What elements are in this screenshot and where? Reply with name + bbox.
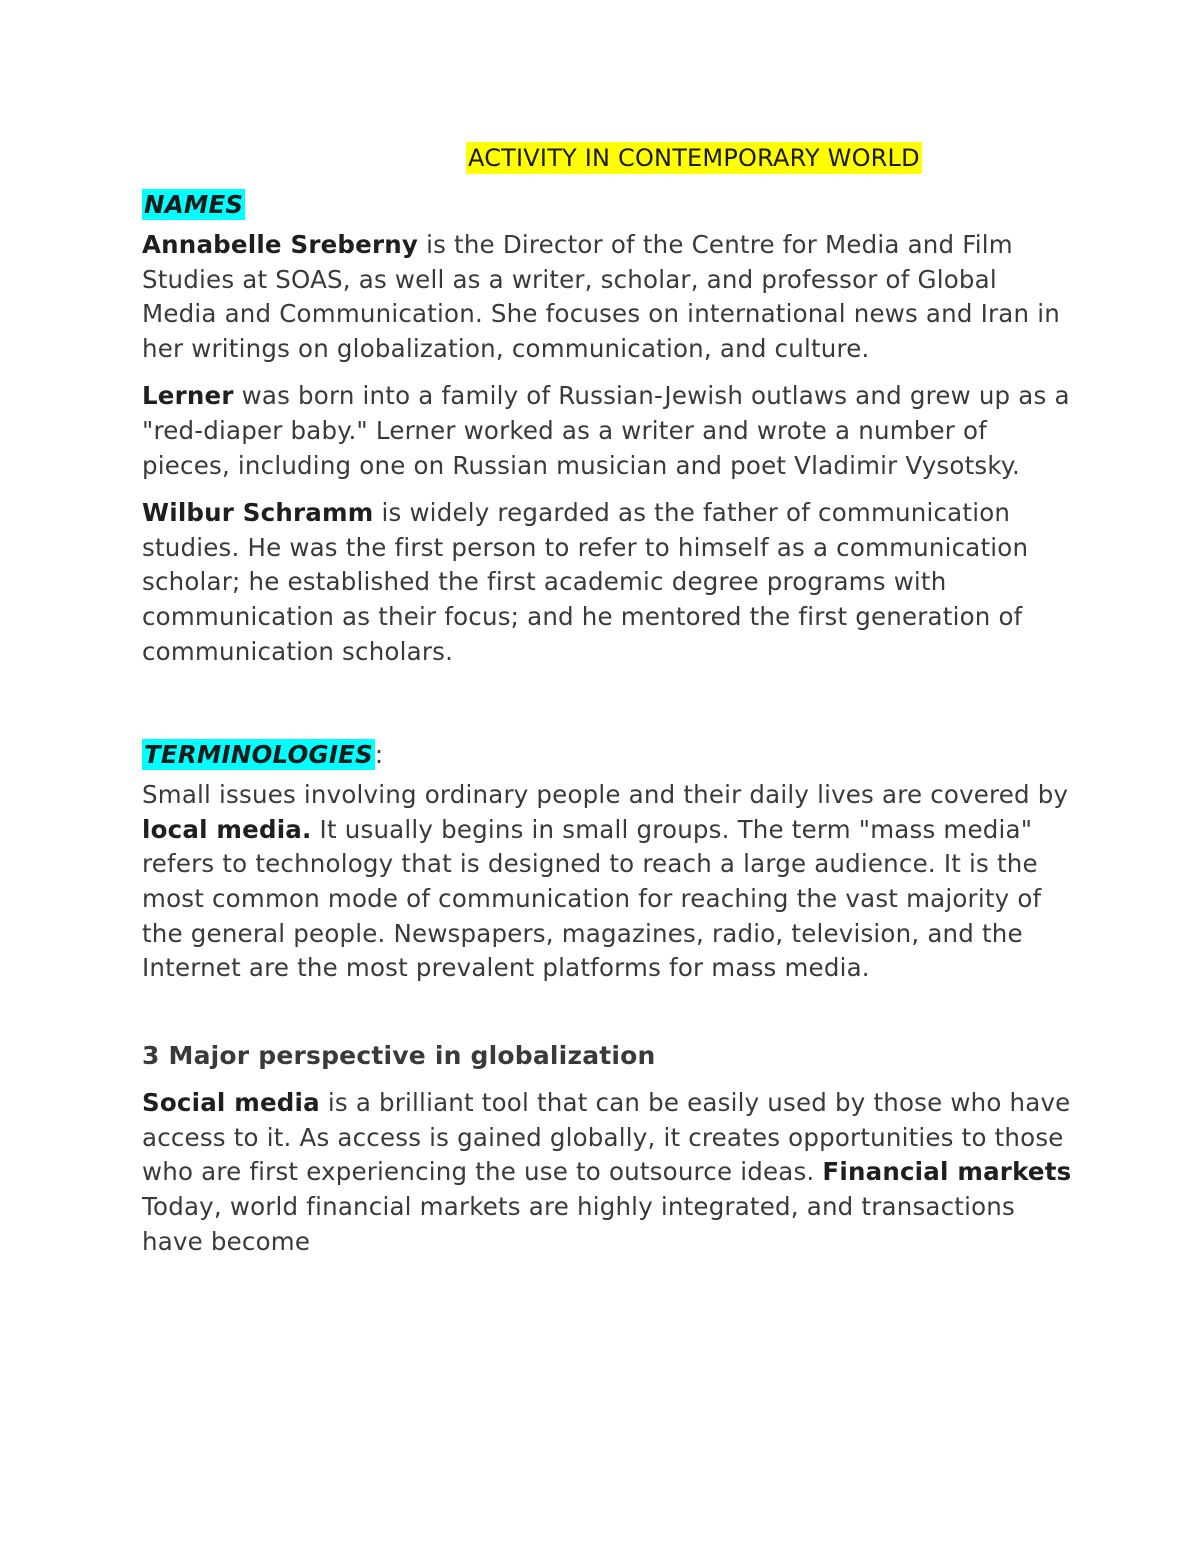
paragraph-terminologies: [142, 778, 1072, 986]
term-local-media: local media.: [142, 814, 312, 844]
text-terminologies-b: It usually begins in small groups. The term "mass media" refers to technology that is designed to reach a large audience. It is the most common mode of communication for reaching the vast majority of the general people. Newspapers, magazines, radio, television, and the Internet are the most prevalent platforms for mass media.: [142, 814, 1042, 983]
term-social-media: Social media: [142, 1088, 320, 1118]
text-schramm: is widely regarded as the father of communication studies. He was the first person to refer to himself as a communication scholar; he established the first academic degree programs with communication as their focus; and he mentored the first generation of communication scholars.: [142, 498, 1029, 666]
name-schramm: Wilbur Schramm: [142, 498, 374, 528]
paragraph-sreberny: [142, 228, 1072, 366]
text-social-media: is a brilliant tool that can be easily used by those who have access to it. As access is gained globally, it creates opportunities to those who are first experiencing the use to outsource ideas.: [142, 1088, 1071, 1187]
terminologies-heading-line: [142, 738, 1072, 772]
paragraph-perspective: [142, 1086, 1072, 1259]
perspective-heading: 3 Major perspective in globalization: [142, 1040, 656, 1070]
spacer: [142, 999, 1072, 1039]
name-sreberny: Annabelle Sreberny: [142, 230, 419, 259]
document-title: ACTIVITY IN CONTEMPORARY WORLD: [468, 144, 920, 172]
term-financial-markets: Financial markets: [822, 1157, 1072, 1187]
title-line: [466, 138, 1072, 178]
text-terminologies-a: Small issues involving ordinary people and their daily lives are covered by: [142, 780, 1069, 810]
paragraph-lerner: [142, 379, 1072, 483]
spacer: [142, 682, 1072, 728]
document-body: [142, 138, 1072, 1272]
names-heading: NAMES: [144, 190, 244, 219]
names-heading-line: [142, 188, 1072, 222]
text-sreberny: is the Director of the Centre for Media and Film Studies at SOAS, as well as a writer, scholar, and professor of Global Media and Communication. She focuses on international news and Iran in her writings on globalization, communication, and culture.: [142, 230, 1060, 363]
text-financial-markets: Today, world financial markets are highly integrated, and transactions have become: [142, 1192, 1015, 1256]
name-lerner: Lerner: [142, 381, 234, 411]
paragraph-schramm: [142, 496, 1072, 669]
terminologies-colon: :: [374, 740, 384, 770]
text-lerner: was born into a family of Russian-Jewish outlaws and grew up as a "red-diaper baby." Lerner worked as a writer and wrote a number of pieces, including one on Russian musician and poet Vladimir Vysotsky.: [142, 381, 1070, 480]
terminologies-heading: TERMINOLOGIES: [144, 740, 373, 770]
